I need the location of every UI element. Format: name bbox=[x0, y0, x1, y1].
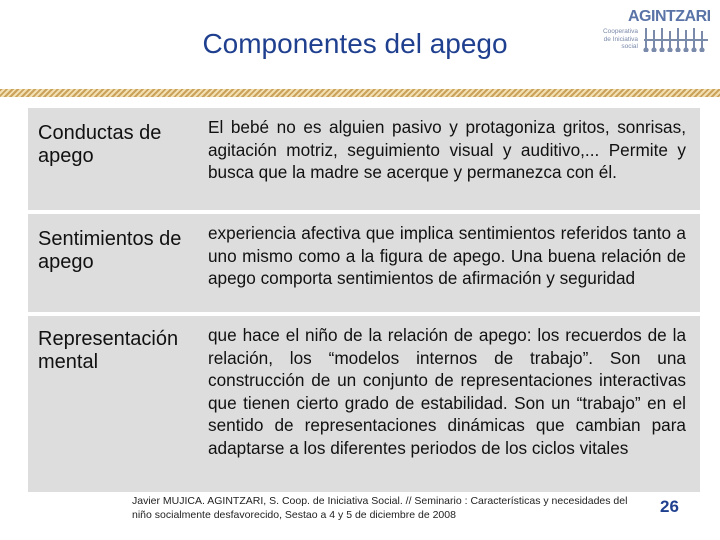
slide-title: Componentes del apego bbox=[202, 28, 508, 59]
row-term: Representación mental bbox=[38, 328, 179, 373]
logo-bars-icon bbox=[642, 26, 712, 52]
table-row-representacion bbox=[28, 316, 700, 492]
row-term: Sentimientos de apego bbox=[38, 228, 182, 273]
row-definition: que hace el niño de la relación de apego: los recuerdos de la relación, los “modelos internos de trabajo”. Son una construcción de un conjunto de representaciones interactivas que tienen cierto grado de estabilidad. Son un “trabajo” en el sentido de representaciones dinámicas que cambian para adaptarse a los diferentes periodos de los ciclos vitales bbox=[208, 325, 686, 458]
table-row-sentimientos bbox=[28, 214, 700, 312]
logo-sub-line2: de Iniciativa bbox=[603, 35, 638, 43]
table-row-conductas bbox=[28, 108, 700, 210]
logo-subtitle bbox=[602, 28, 638, 51]
footer-citation: Javier MUJICA. AGINTZARI, S. Coop. de Iniciativa Social. // Seminario : Características y necesidades del niño socialmente desfavorecido, Sestao a 4 y 5 de diciembre de 2008 bbox=[132, 495, 628, 521]
decorative-band bbox=[0, 89, 720, 97]
row-definition: experiencia afectiva que implica sentimientos referidos tanto a uno mismo como a la figura de apego. Una buena relación de apego comporta sentimientos de afirmación y seguridad bbox=[208, 223, 686, 289]
logo-sub-line1: Cooperativa bbox=[602, 28, 638, 35]
row-definition: El bebé no es alguien pasivo y protagoniza gritos, sonrisas, agitación motriz, seguimiento visual y auditivo,... Permite y busca que la madre se acerque y permanezca con él. bbox=[208, 117, 686, 183]
row-term: Conductas de apego bbox=[38, 122, 162, 167]
agintzari-logo bbox=[596, 6, 716, 58]
logo-brand: AGINTZARI bbox=[628, 8, 711, 25]
logo-sub-line3: social bbox=[621, 43, 638, 50]
page-number: 26 bbox=[660, 497, 679, 516]
